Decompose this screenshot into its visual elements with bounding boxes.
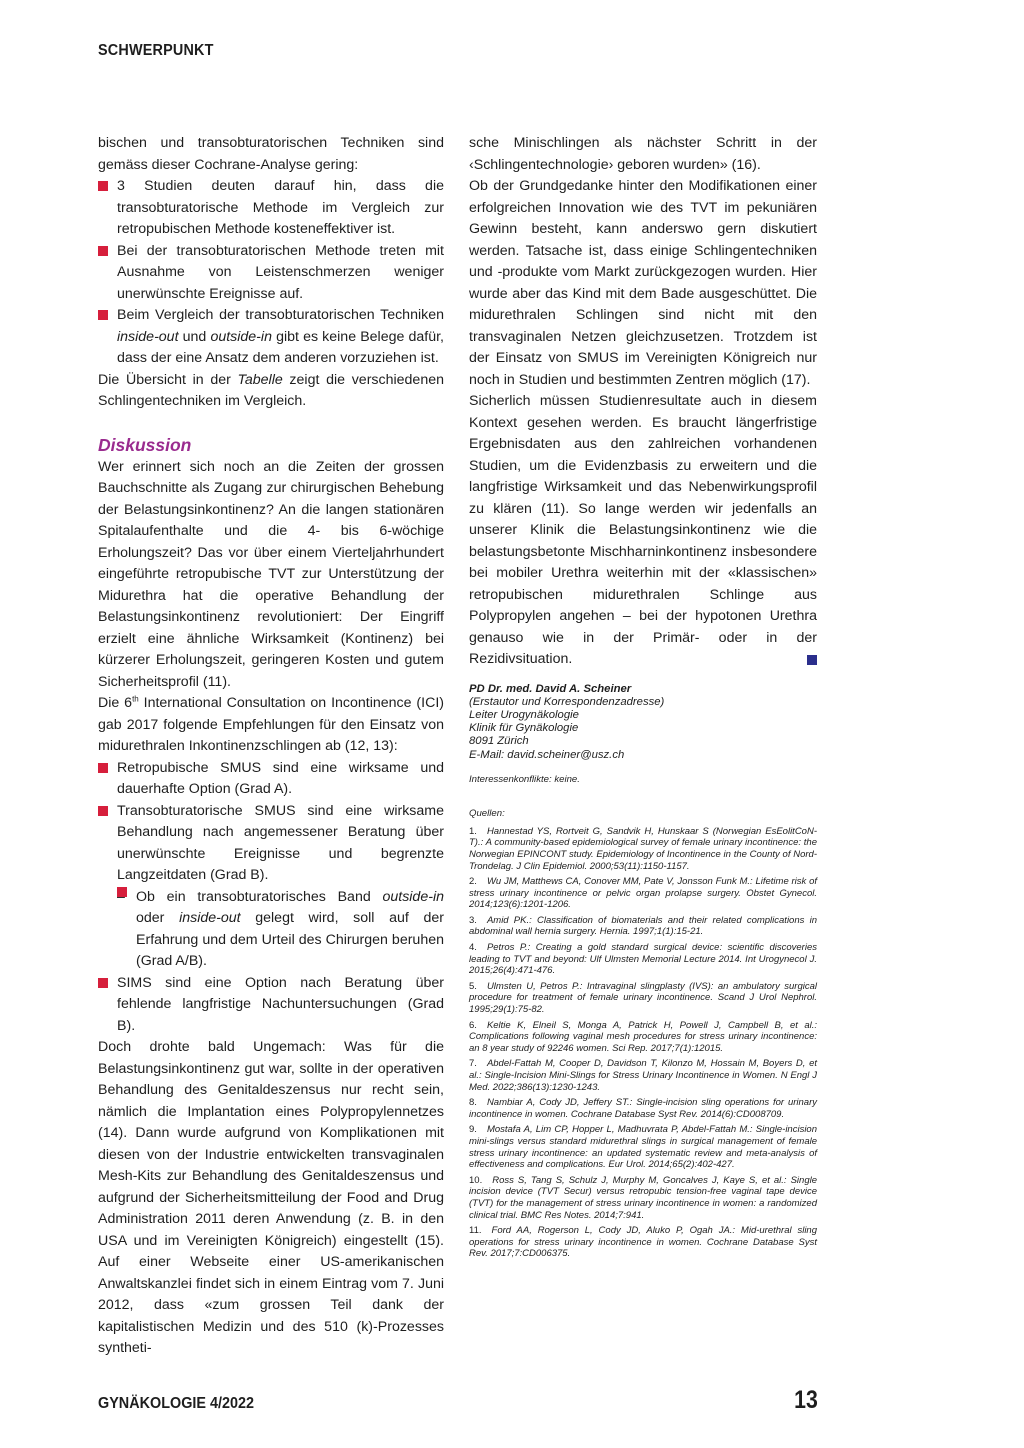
reference-number: 11. (469, 1225, 482, 1237)
author-block (469, 683, 817, 762)
sub-list (117, 887, 444, 973)
author-name: PD Dr. med. David A. Scheiner (469, 682, 632, 695)
ici-recommendation-list (98, 758, 444, 1038)
ici-paragraph (98, 693, 444, 758)
superscript: th (132, 694, 139, 704)
text-span: Ob ein transobturatorisches Band (136, 888, 383, 905)
reference-text: Nambiar A, Cody JD, Jeffery ST.: Single-incision sling operations for urinary incontinence in women. Cochrane Database Syst Rev. 2014(6):CD008709. (469, 1097, 817, 1120)
text-span: oder (136, 910, 180, 926)
reference-number: 3. (469, 914, 477, 926)
reference-text: Wu JM, Matthews CA, Conover MM, Pate V, Jonsson Funk M.: Lifetime risk of stress urinary incontinence or pelvic organ prolapse surgery. Obstet Gynecol. 2014;123(6):1201-1206. (469, 876, 817, 911)
italic-term: inside-out (117, 328, 179, 345)
text-span: Die Übersicht in der (98, 371, 238, 388)
italic-term: outside-in (210, 328, 272, 345)
reference-text: Ulmsten U, Petros P.: Intravaginal slingplasty (IVS): an ambulatory surgical procedure for treatment of female urinary incontinence. Scand J Urol Nephrol. 1995;29(1):75-82. (469, 980, 817, 1016)
discussion-paragraph: Wer erinnert sich noch an die Zeiten der grossen Bauchschnitte als Zugang zur chirurgischen Behebung der Belastungsinkontinenz? An die langen stationären Spitalaufenthalte und die 4- bis 6-wöchige Erholungszeit? Das vor über einem Vierteljahrhundert eingeführte retropubische TVT zur Unterstützung der Midurethra hat die operative Behandlung der Belastungsinkontinenz revolutioniert: Der Eingriff erzielt eine ähnliche Wirksamkeit (Kontinenz) bei kürzerer Erholungszeit, geringeren Kosten und gutem Sicherheitsprofil (11). (98, 458, 444, 690)
list-item: Bei der transobturatorischen Methode treten mit Ausnahme von Leistenschmerzen weniger unerwünschte Ereignisse auf. (98, 241, 444, 306)
text-span: International Consultation on Incontinence (ICI) gab 2017 folgende Empfehlungen für den Einsatz von midurethralen Inkontinenzschlingen ab (12, 13): (98, 695, 444, 754)
text-span: Transobturatorische SMUS sind eine wirksame Behandlung nach angemessener Beratung über unerwünschte Ereignisse und begrenzte Langzeitdaten (Grad B). (117, 802, 444, 883)
text-span: gibt es keine Belege dafür, dass der eine Ansatz dem anderen vorzuziehen ist. (117, 328, 444, 366)
paragraph (469, 391, 817, 671)
reference-item (469, 1225, 817, 1260)
author-email: E-Mail: david.scheiner@usz.ch (469, 748, 625, 761)
reference-text: Abdel-Fattah M, Cooper D, Davidson T, Kilonzo M, Hossain M, Boyers D, et al.: Single-Incision Mini-Slings for Stress Urinary Incontinence in Women. N Engl J Med. 2022;386(13):1230-1243. (469, 1058, 817, 1093)
reference-item (469, 915, 817, 938)
reference-number: 10. (469, 1174, 483, 1186)
text-span: Beim Vergleich der transobturatorischen Techniken (117, 307, 444, 323)
paragraph: Ob der Grundgedanke hinter den Modifikationen einer erfolgreichen Innovation wie des TVT im pekuniären Gewinn besteht, kann anderswo gern diskutiert werden. Tatsache ist, dass einige Schlingentechniken und -produkte vom Markt zurückgezogen wurden. Hier wurde aber das Kind mit dem Bade ausgeschüttet. Die midurethralen Schlingen sind nicht mit den transvaginalen Netzen gleichzusetzen. Trotzdem ist der Einsatz von SMUS im Vereinigten Königreich nur noch in Studien und bestimmten Zentren möglich (17). (469, 178, 817, 388)
reference-item (469, 1175, 817, 1221)
reference-text: Hannestad YS, Rortveit G, Sandvik H, Hunskaar S (Norwegian EsEolitCoN-T).: A community-based epidemiological survey of female urinary incontinence: the Norwegian EPINCONT study. Epidemiology of Incontinence in the County of Nord-Trondelag. J Clin Epidemiol. 2000;53(11):1150-1157. (469, 825, 817, 872)
reference-number: 5. (469, 980, 477, 992)
right-column (469, 133, 817, 1264)
reference-number: 4. (469, 942, 477, 954)
reference-item (469, 942, 817, 977)
journal-footer: GYNÄKOLOGIE 4/2022 (98, 1395, 255, 1412)
text-span: Sicherlich müssen Studienresultate auch in diesem Kontext gesehen werden. Es braucht längerfristige Ergebnisdaten aus den zahlreichen vorhandenen Studien, um die Evidenzbasis zu erweitern und die langfristige Wirksamkeit und das Nebenwirkungsprofil zu klären (11). So lange werden wir jedenfalls an unserer Klinik die Belastungsinkontinenz wie die belastungsbetonte Mischharninkontinenz insbesondere bei mobiler Urethra weiterhin mit der «klassischen» retropubischen midurethralen Schlinge aus Polypropylen angehen – bei der hypotonen Urethra genauso wie in der Primär- oder in der Rezidivsituation. (469, 393, 817, 667)
sub-list-item (117, 887, 444, 973)
reference-item (469, 981, 817, 1016)
left-column (98, 133, 444, 1360)
reference-number: 9. (469, 1124, 477, 1136)
cochrane-bullet-list (98, 176, 444, 370)
page-number: 13 (794, 1386, 818, 1414)
reference-item (469, 1124, 817, 1170)
list-item: Retropubische SMUS sind eine wirksame und dauerhafte Option (Grad A). (98, 758, 444, 801)
reference-item (469, 876, 817, 911)
reference-text: Mostafa A, Lim CP, Hopper L, Madhuvrata P, Abdel-Fattah M.: Single-incision mini-slings versus standard midurethral slings in surgical management of female stress urinary incontinence: an updated systematic review and meta-analysis of effectiveness and complications. Eur Urol. 2014;65(2):402-427. (469, 1124, 817, 1171)
author-line: 8091 Zürich (469, 735, 529, 748)
reference-item (469, 1097, 817, 1120)
reference-text: Amid PK.: Classification of biomaterials and their related complications in abdominal wall hernia surgery. Hernia. 1997;1(1):15-21. (469, 914, 817, 938)
reference-text: Ross S, Tang S, Schulz J, Murphy M, Goncalves J, Kaye S, et al.: Single incision device (TVT Secur) versus retropubic tension-free vaginal tape device (TVT) for the management of stress urinary incontinence in women: a randomized clinical trial. BMC Res Notes. 2014;7:941. (469, 1174, 817, 1221)
end-of-article-mark (807, 655, 817, 665)
conflict-statement: Interessenkonflikte: keine. (469, 773, 580, 785)
continued-paragraph: sche Minischlingen als nächster Schritt in der ‹Schlingentechnologie› geboren wurden» (16). (469, 135, 817, 173)
list-item: 3 Studien deuten darauf hin, dass die transobturatorische Methode im Vergleich zur retropubischen Methode kosteneffektiver ist. (98, 176, 444, 241)
author-line: Leiter Urogynäkologie (469, 708, 579, 721)
italic-term: Tabelle (237, 371, 283, 388)
reference-list (469, 826, 817, 1260)
reference-item (469, 1020, 817, 1055)
text-span: gelegt wird, soll auf der Erfahrung und dem Urteil des Chirurgen beruhen (Grad A/B). (136, 910, 444, 969)
section-label: SCHWERPUNKT (98, 42, 214, 59)
intro-paragraph: bischen und transobturatorischen Techniken sind gemäss dieser Cochrane-Analyse gering: (98, 135, 444, 173)
reference-text: Petros P.: Creating a gold standard surgical device: scientific discoveries leading to TVT and beyond: Ulf Ulmsten Memorial Lecture 2014. Int Urogynecol J. 2015;26(4):471-476. (469, 942, 817, 977)
italic-term: inside-out (179, 910, 241, 926)
list-item (98, 801, 444, 973)
text-span: Die 6 (98, 695, 133, 711)
reference-text: Ford AA, Rogerson L, Cody JD, Aluko P, Ogah JA.: Mid-urethral sling operations for stress urinary incontinence in women. Cochrane Database Syst Rev. 2017;7:CD006375. (469, 1225, 817, 1260)
text-span: und (178, 328, 211, 345)
author-line: Klinik für Gynäkologie (469, 722, 579, 735)
author-line: (Erstautor und Korrespondenzadresse) (469, 695, 665, 708)
reference-number: 1. (469, 825, 477, 837)
list-item: SIMS sind eine Option nach Beratung über fehlende langfristige Nachuntersuchungen (Grad B). (98, 973, 444, 1038)
reference-number: 7. (469, 1058, 477, 1070)
reference-number: 6. (469, 1019, 477, 1031)
list-item (98, 305, 444, 370)
overview-paragraph (98, 370, 444, 413)
reference-number: 8. (469, 1097, 477, 1109)
reference-item (469, 826, 817, 872)
reference-item (469, 1058, 817, 1093)
italic-term: outside-in (382, 888, 444, 905)
reference-number: 2. (469, 876, 477, 888)
closing-paragraph: Doch drohte bald Ungemach: Was für die Belastungsinkontinenz gut war, sollte in der operativen Behandlung des Genitaldeszensus nur recht sein, nämlich die Implantation eines Polypropylennetzes (14). Dann wurde aufgrund von Komplikationen mit diesen von der Industrie entwickelten transvaginalen Mesh-Kits zur Behandlung des Genitaldeszensus und aufgrund der Sicherheitsmitteilung der Food and Drug Administration 2011 deren Anwendung (z. B. in den USA und im Vereinigten Königreich) eingestellt (15). Auf einer Webseite einer US-amerikanischen Anwaltskanzlei findet sich in einem Eintrag vom 7. Juni 2012, dass «zum grossen Teil dank der kapitalistischen Medizin und des 510 (k)-Prozesses syntheti- (98, 1039, 444, 1356)
sources-title: Quellen: (469, 807, 505, 819)
reference-text: Keltie K, Elneil S, Monga A, Patrick H, Powell J, Campbell B, et al.: Complications following vaginal mesh procedures for stress urinary incontinence: an 8 year study of 92246 women. Sci Rep. 2017;7(1):12015. (469, 1019, 817, 1054)
discussion-heading: Diskussion (98, 434, 192, 455)
text-span: zeigt die verschiedenen Schlingentechniken im Vergleich. (98, 371, 444, 409)
